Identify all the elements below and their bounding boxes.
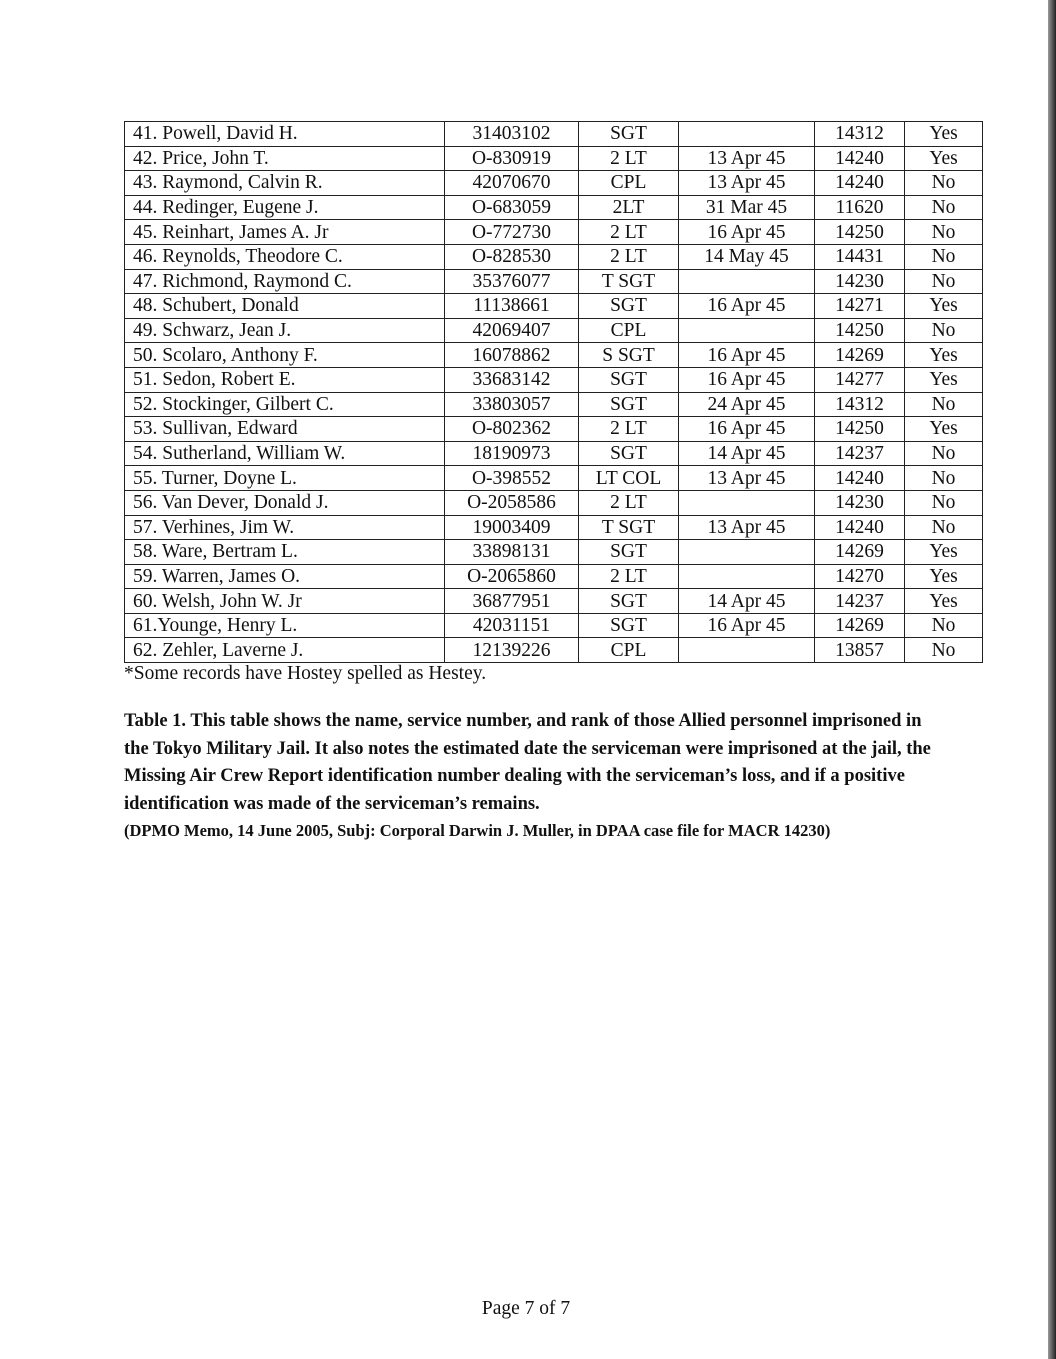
cell-macr: 14237 <box>815 589 905 614</box>
cell-macr: 14240 <box>815 466 905 491</box>
cell-rank: 2 LT <box>579 490 679 515</box>
cell-name: 46. Reynolds, Theodore C. <box>125 244 445 269</box>
cell-name: 57. Verhines, Jim W. <box>125 515 445 540</box>
cell-identified: Yes <box>905 417 983 442</box>
cell-rank: CPL <box>579 171 679 196</box>
cell-macr: 14237 <box>815 441 905 466</box>
cell-service-number: 42069407 <box>445 318 579 343</box>
cell-date: 16 Apr 45 <box>679 343 815 368</box>
cell-macr: 14250 <box>815 417 905 442</box>
table-row <box>125 122 983 147</box>
cell-rank: 2 LT <box>579 146 679 171</box>
cell-date: 14 Apr 45 <box>679 441 815 466</box>
cell-date: 13 Apr 45 <box>679 466 815 491</box>
table-row <box>125 589 983 614</box>
table-row <box>125 466 983 491</box>
cell-service-number: O-2058586 <box>445 490 579 515</box>
cell-rank: SGT <box>579 540 679 565</box>
cell-date: 16 Apr 45 <box>679 613 815 638</box>
cell-name: 54. Sutherland, William W. <box>125 441 445 466</box>
cell-service-number: 33683142 <box>445 367 579 392</box>
cell-identified: No <box>905 318 983 343</box>
cell-macr: 14240 <box>815 515 905 540</box>
cell-identified: No <box>905 392 983 417</box>
cell-rank: CPL <box>579 638 679 663</box>
cell-name: 58. Ware, Bertram L. <box>125 540 445 565</box>
table-row <box>125 490 983 515</box>
cell-service-number: 35376077 <box>445 269 579 294</box>
cell-service-number: 19003409 <box>445 515 579 540</box>
cell-name: 62. Zehler, Laverne J. <box>125 638 445 663</box>
page-number: Page 7 of 7 <box>481 1298 571 1319</box>
cell-date: 16 Apr 45 <box>679 367 815 392</box>
cell-date: 13 Apr 45 <box>679 146 815 171</box>
cell-identified: Yes <box>905 367 983 392</box>
cell-date <box>679 122 815 147</box>
cell-identified: Yes <box>905 564 983 589</box>
cell-rank: T SGT <box>579 515 679 540</box>
table-row <box>125 441 983 466</box>
table-row <box>125 244 983 269</box>
cell-macr: 14240 <box>815 146 905 171</box>
cell-macr: 14271 <box>815 294 905 319</box>
cell-rank: SGT <box>579 613 679 638</box>
table-row <box>125 220 983 245</box>
cell-service-number: 11138661 <box>445 294 579 319</box>
cell-rank: SGT <box>579 367 679 392</box>
cell-date <box>679 318 815 343</box>
cell-name: 42. Price, John T. <box>125 146 445 171</box>
footnote: *Some records have Hostey spelled as Hestey. <box>124 663 487 684</box>
cell-rank: 2 LT <box>579 244 679 269</box>
cell-macr: 14269 <box>815 613 905 638</box>
table-caption: Table 1. This table shows the name, service number, and rank of those Allied personnel imprisoned in the Tokyo Military Jail. It also notes the estimated date the serviceman were imprisoned at the jail, the Missing Air Crew Report identification number dealing with the serviceman’s loss, and if a positive identification was made of the serviceman’s remains. <box>124 711 931 814</box>
cell-identified: No <box>905 490 983 515</box>
cell-rank: S SGT <box>579 343 679 368</box>
table-row <box>125 343 983 368</box>
cell-service-number: 12139226 <box>445 638 579 663</box>
cell-service-number: O-2065860 <box>445 564 579 589</box>
table-row <box>125 417 983 442</box>
cell-service-number: O-802362 <box>445 417 579 442</box>
cell-service-number: O-830919 <box>445 146 579 171</box>
table-row <box>125 613 983 638</box>
cell-service-number: O-683059 <box>445 195 579 220</box>
cell-rank: 2 LT <box>579 564 679 589</box>
cell-identified: No <box>905 613 983 638</box>
cell-date: 16 Apr 45 <box>679 220 815 245</box>
cell-rank: SGT <box>579 441 679 466</box>
cell-date <box>679 490 815 515</box>
cell-date <box>679 564 815 589</box>
cell-identified: Yes <box>905 343 983 368</box>
cell-macr: 14312 <box>815 122 905 147</box>
cell-service-number: 16078862 <box>445 343 579 368</box>
cell-name: 55. Turner, Doyne L. <box>125 466 445 491</box>
cell-date <box>679 269 815 294</box>
cell-identified: No <box>905 638 983 663</box>
cell-rank: SGT <box>579 122 679 147</box>
cell-date: 14 Apr 45 <box>679 589 815 614</box>
cell-date: 31 Mar 45 <box>679 195 815 220</box>
table-row <box>125 294 983 319</box>
cell-macr: 14270 <box>815 564 905 589</box>
cell-macr: 14277 <box>815 367 905 392</box>
cell-service-number: 36877951 <box>445 589 579 614</box>
table-row <box>125 171 983 196</box>
cell-identified: Yes <box>905 589 983 614</box>
cell-identified: No <box>905 466 983 491</box>
personnel-table <box>124 121 983 663</box>
cell-service-number: 42070670 <box>445 171 579 196</box>
cell-date: 14 May 45 <box>679 244 815 269</box>
cell-name: 60. Welsh, John W. Jr <box>125 589 445 614</box>
table-row <box>125 318 983 343</box>
cell-identified: No <box>905 269 983 294</box>
cell-date <box>679 638 815 663</box>
cell-identified: Yes <box>905 294 983 319</box>
cell-name: 53. Sullivan, Edward <box>125 417 445 442</box>
cell-macr: 14240 <box>815 171 905 196</box>
cell-macr: 11620 <box>815 195 905 220</box>
cell-identified: No <box>905 441 983 466</box>
cell-rank: SGT <box>579 294 679 319</box>
cell-identified: Yes <box>905 122 983 147</box>
table-row <box>125 195 983 220</box>
cell-name: 41. Powell, David H. <box>125 122 445 147</box>
cell-rank: 2 LT <box>579 417 679 442</box>
cell-name: 45. Reinhart, James A. Jr <box>125 220 445 245</box>
table-row <box>125 638 983 663</box>
cell-macr: 14230 <box>815 269 905 294</box>
table-row <box>125 367 983 392</box>
cell-macr: 14250 <box>815 220 905 245</box>
cell-name: 48. Schubert, Donald <box>125 294 445 319</box>
cell-service-number: 18190973 <box>445 441 579 466</box>
cell-macr: 14431 <box>815 244 905 269</box>
cell-date: 16 Apr 45 <box>679 294 815 319</box>
cell-name: 49. Schwarz, Jean J. <box>125 318 445 343</box>
cell-name: 56. Van Dever, Donald J. <box>125 490 445 515</box>
caption-source: (DPMO Memo, 14 June 2005, Subj: Corporal Darwin J. Muller, in DPAA case file for MACR 14230) <box>124 821 831 840</box>
cell-name: 43. Raymond, Calvin R. <box>125 171 445 196</box>
table-row <box>125 146 983 171</box>
cell-name: 61.Younge, Henry L. <box>125 613 445 638</box>
cell-rank: 2 LT <box>579 220 679 245</box>
cell-macr: 14250 <box>815 318 905 343</box>
cell-service-number: O-772730 <box>445 220 579 245</box>
cell-rank: CPL <box>579 318 679 343</box>
cell-identified: No <box>905 171 983 196</box>
table-row <box>125 515 983 540</box>
cell-rank: SGT <box>579 392 679 417</box>
cell-identified: No <box>905 244 983 269</box>
cell-date: 16 Apr 45 <box>679 417 815 442</box>
cell-rank: 2LT <box>579 195 679 220</box>
table-row <box>125 564 983 589</box>
cell-date: 13 Apr 45 <box>679 171 815 196</box>
cell-macr: 14312 <box>815 392 905 417</box>
cell-identified: No <box>905 515 983 540</box>
cell-name: 47. Richmond, Raymond C. <box>125 269 445 294</box>
cell-name: 44. Redinger, Eugene J. <box>125 195 445 220</box>
cell-service-number: O-398552 <box>445 466 579 491</box>
cell-service-number: O-828530 <box>445 244 579 269</box>
cell-name: 51. Sedon, Robert E. <box>125 367 445 392</box>
cell-service-number: 42031151 <box>445 613 579 638</box>
scan-edge-shadow <box>1048 0 1056 1359</box>
table-row <box>125 392 983 417</box>
cell-date <box>679 540 815 565</box>
cell-name: 59. Warren, James O. <box>125 564 445 589</box>
cell-rank: LT COL <box>579 466 679 491</box>
cell-name: 50. Scolaro, Anthony F. <box>125 343 445 368</box>
cell-macr: 14269 <box>815 540 905 565</box>
cell-identified: Yes <box>905 146 983 171</box>
cell-macr: 13857 <box>815 638 905 663</box>
cell-rank: SGT <box>579 589 679 614</box>
table-row <box>125 269 983 294</box>
table-row <box>125 540 983 565</box>
cell-macr: 14230 <box>815 490 905 515</box>
cell-identified: No <box>905 220 983 245</box>
cell-identified: No <box>905 195 983 220</box>
cell-name: 52. Stockinger, Gilbert C. <box>125 392 445 417</box>
cell-rank: T SGT <box>579 269 679 294</box>
cell-macr: 14269 <box>815 343 905 368</box>
personnel-table-body <box>125 122 983 663</box>
cell-service-number: 33898131 <box>445 540 579 565</box>
cell-date: 13 Apr 45 <box>679 515 815 540</box>
cell-date: 24 Apr 45 <box>679 392 815 417</box>
cell-service-number: 33803057 <box>445 392 579 417</box>
cell-identified: Yes <box>905 540 983 565</box>
cell-service-number: 31403102 <box>445 122 579 147</box>
